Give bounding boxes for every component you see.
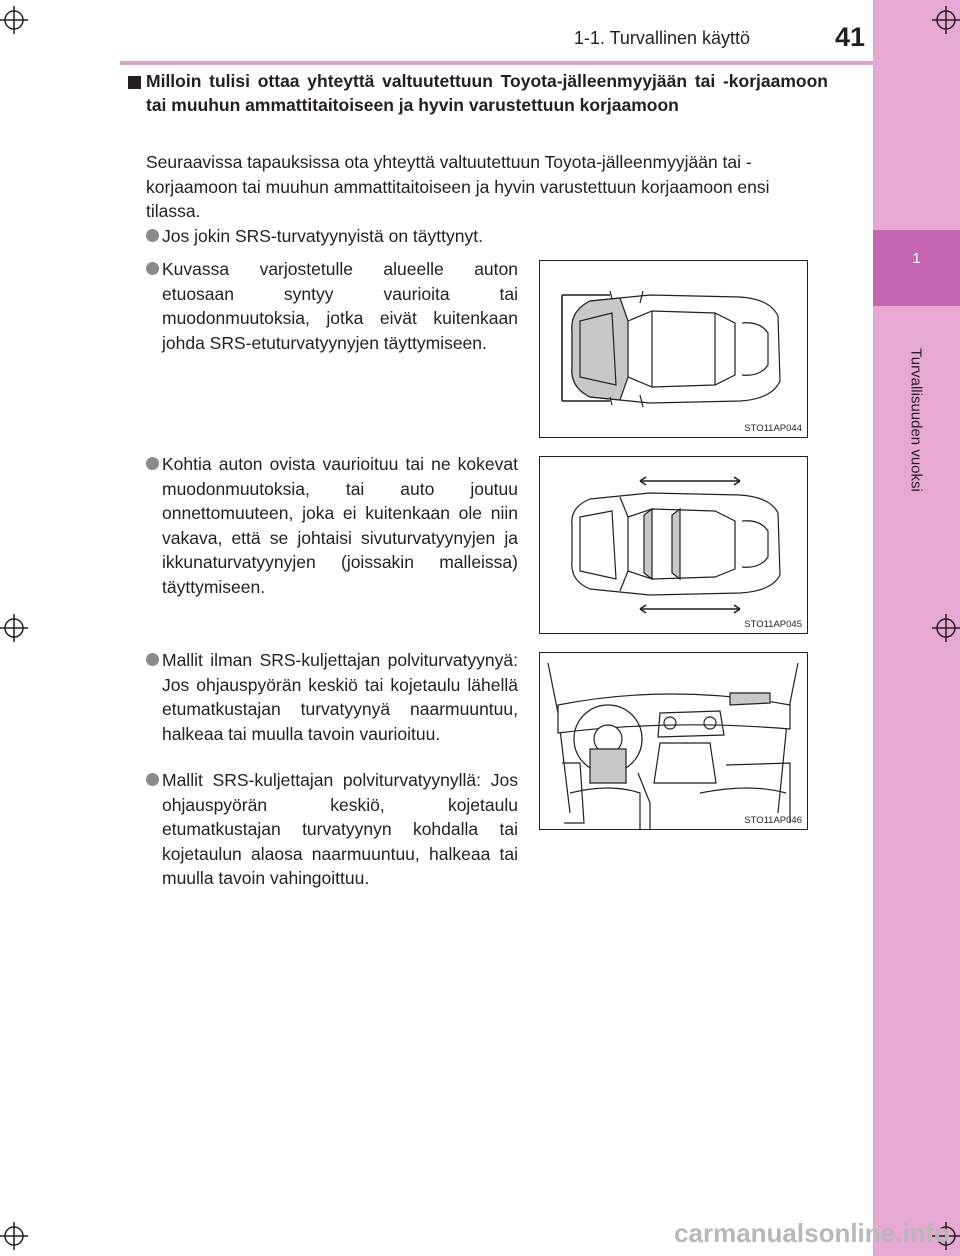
bullet-dot-icon <box>146 653 159 666</box>
header-divider <box>120 61 873 65</box>
list-item: Mallit ilman SRS-kuljettajan polviturvatyynyä: Jos ohjauspyörän keskiö tai kojetaulu lähellä etumatkustajan turvatyynyä naarmuuntuu, halkeaa tai muulla tavoin vaurioituu. <box>146 648 518 746</box>
list-item: Kohtia auton ovista vaurioituu tai ne kokevat muodonmuutoksia, tai auto joutuu onnettomuuteen, joka ei kuitenkaan ole niin vakava, että se johtaisi sivuturvatyynyjen ja ikkunaturvatyynyjen (joissakin malleissa) täyttymiseen. <box>146 452 518 599</box>
figure-side-impact <box>539 456 808 634</box>
section-heading: Milloin tulisi ottaa yhteyttä valtuutettuun Toyota-jälleenmyyjään tai -korjaamoon tai muuhun ammattitaitoiseen ja hyvin varustettuun korjaamoon <box>146 71 828 115</box>
intro-paragraph: Seuraavissa tapauksissa ota yhteyttä valtuutettuun Toyota-jälleenmyyjään tai -korjaamoon tai muuhun ammattitaitoiseen ja hyvin varustettuun korjaamoon ensi tilassa. <box>146 152 770 221</box>
crop-mark-icon <box>932 6 960 34</box>
section-title: 1-1. Turvallinen käyttö <box>573 28 750 48</box>
chapter-number: 1 <box>912 250 921 267</box>
bullet-dot-icon <box>146 262 159 275</box>
square-bullet-icon <box>128 76 141 89</box>
figure-caption: STO11AP046 <box>744 815 802 826</box>
list-item: Kuvassa varjostetulle alueelle auton etuosaan syntyy vaurioita tai muodonmuutoksia, jotka eivät kuitenkaan johda SRS-etuturvatyynyjen täyttymiseen. <box>146 257 518 355</box>
figure-caption: STO11AP044 <box>744 423 802 434</box>
crop-mark-icon <box>0 6 28 34</box>
list-item: Jos jokin SRS-turvatyynyistä on täyttynyt. <box>146 224 538 249</box>
crop-mark-icon <box>932 614 960 642</box>
watermark: carmanualsonline.info <box>674 1218 950 1248</box>
car-top-side-icon <box>540 457 807 633</box>
car-top-front-icon <box>540 261 807 437</box>
chapter-tab <box>873 230 960 306</box>
figure-caption: STO11AP045 <box>744 619 802 630</box>
crop-mark-icon <box>0 614 28 642</box>
figure-front-impact <box>539 260 808 438</box>
figure-dashboard <box>539 652 808 830</box>
bullet-dot-icon <box>146 773 159 786</box>
bullet-dot-icon <box>146 229 159 242</box>
page-number: 41 <box>834 22 865 52</box>
car-dashboard-icon <box>540 653 807 829</box>
bullet-dot-icon <box>146 457 159 470</box>
list-item: Mallit SRS-kuljettajan polviturvatyynyllä: Jos ohjauspyörän keskiö, kojetaulu etumatkustajan turvatyynyn kohdalla tai kojetaulun alaosa naarmuuntuu, halkeaa tai muulla tavoin vahingoittuu. <box>146 768 518 891</box>
crop-mark-icon <box>0 1222 28 1250</box>
chapter-title: Turvallisuuden vuoksi <box>907 348 925 492</box>
